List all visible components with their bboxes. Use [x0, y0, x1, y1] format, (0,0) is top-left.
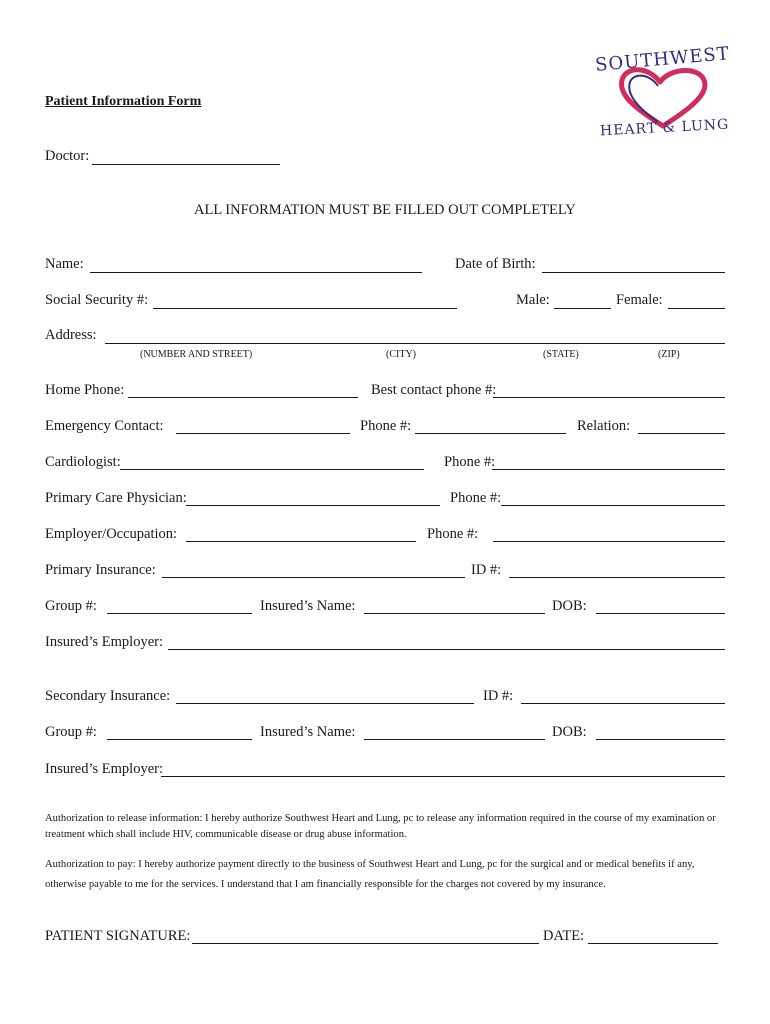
insured-employer1-label: Insured’s Employer: — [45, 634, 163, 650]
doctor-field[interactable] — [92, 164, 280, 165]
group2-field[interactable] — [107, 739, 252, 740]
emergency-phone-field[interactable] — [415, 433, 566, 434]
auth-release-line-2: treatment which shall include HIV, communicable disease or drug abuse information. — [45, 829, 407, 840]
group2-label: Group #: — [45, 724, 97, 740]
primary-insurance-label: Primary Insurance: — [45, 562, 156, 578]
logo-top-text: SOUTHWEST — [594, 43, 731, 76]
address-state-hint: (STATE) — [543, 349, 579, 360]
employer-label: Employer/Occupation: — [45, 526, 178, 542]
insured-name2-label: Insured’s Name: — [260, 724, 356, 740]
dob-field[interactable] — [542, 272, 725, 273]
address-field[interactable] — [105, 343, 725, 344]
emergency-contact-label: Emergency Contact: — [45, 418, 164, 434]
secondary-id-label: ID #: — [483, 688, 514, 704]
insured-name1-field[interactable] — [364, 613, 545, 614]
dob2-label: DOB: — [552, 724, 587, 740]
emergency-phone-label: Phone #: — [360, 418, 412, 434]
name-label: Name: — [45, 256, 84, 272]
auth-pay-line-1: Authorization to pay: I hereby authorize payment directly to the business of Southwest Heart and Lung, pc for the surgical and or medical benefits if any, — [45, 859, 695, 870]
auth-pay-line-2: otherwise payable to me for the services. I understand that I am financially responsible for the charges not covered by my insurance. — [45, 879, 606, 890]
cardiologist-phone-field[interactable] — [492, 469, 725, 470]
signature-label: PATIENT SIGNATURE: — [45, 928, 191, 944]
form-title: Patient Information Form — [45, 94, 202, 109]
ssn-label: Social Security #: — [45, 292, 149, 308]
pcp-label: Primary Care Physician: — [45, 490, 187, 506]
cardiologist-field[interactable] — [120, 469, 424, 470]
insured-name1-label: Insured’s Name: — [260, 598, 356, 614]
home-phone-label: Home Phone: — [45, 382, 125, 398]
best-phone-label: Best contact phone #: — [371, 382, 497, 398]
instruction-heading: ALL INFORMATION MUST BE FILLED OUT COMPLETELY — [194, 202, 576, 218]
primary-id-label: ID #: — [471, 562, 502, 578]
dob1-label: DOB: — [552, 598, 587, 614]
cardiologist-label: Cardiologist: — [45, 454, 121, 470]
address-street-hint: (NUMBER AND STREET) — [140, 349, 253, 360]
employer-phone-label: Phone #: — [427, 526, 479, 542]
insured-name2-field[interactable] — [364, 739, 545, 740]
relation-label: Relation: — [577, 418, 631, 434]
group1-field[interactable] — [107, 613, 252, 614]
best-phone-field[interactable] — [493, 397, 725, 398]
pcp-field[interactable] — [186, 505, 440, 506]
logo — [590, 40, 740, 150]
female-field[interactable] — [668, 308, 725, 309]
pcp-phone-field[interactable] — [501, 505, 725, 506]
signature-field[interactable] — [192, 943, 539, 944]
relation-field[interactable] — [638, 433, 725, 434]
insured-employer1-field[interactable] — [168, 649, 725, 650]
employer-phone-field[interactable] — [493, 541, 725, 542]
cardiologist-phone-label: Phone #: — [444, 454, 496, 470]
male-label: Male: — [516, 292, 550, 308]
dob2-field[interactable] — [596, 739, 725, 740]
date-field[interactable] — [588, 943, 718, 944]
primary-insurance-field[interactable] — [162, 577, 465, 578]
home-phone-field[interactable] — [128, 397, 358, 398]
name-field[interactable] — [90, 272, 422, 273]
ssn-field[interactable] — [153, 308, 457, 309]
doctor-label: Doctor: — [45, 148, 90, 164]
dob-label: Date of Birth: — [455, 256, 536, 272]
address-label: Address: — [45, 327, 97, 343]
date-label: DATE: — [543, 928, 585, 944]
dob1-field[interactable] — [596, 613, 725, 614]
insured-employer2-field[interactable] — [161, 776, 725, 777]
secondary-insurance-label: Secondary Insurance: — [45, 688, 171, 704]
female-label: Female: — [616, 292, 663, 308]
insured-employer2-label: Insured’s Employer: — [45, 761, 163, 777]
emergency-contact-field[interactable] — [176, 433, 350, 434]
auth-release-line-1: Authorization to release information: I hereby authorize Southwest Heart and Lung, pc to release any information required in the course of my examination or — [45, 813, 716, 824]
male-field[interactable] — [554, 308, 611, 309]
address-city-hint: (CITY) — [386, 349, 416, 360]
group1-label: Group #: — [45, 598, 97, 614]
employer-field[interactable] — [186, 541, 416, 542]
address-zip-hint: (ZIP) — [658, 349, 680, 360]
logo-bottom-text: HEART & LUNG — [599, 116, 730, 140]
primary-id-field[interactable] — [509, 577, 725, 578]
secondary-insurance-field[interactable] — [176, 703, 474, 704]
pcp-phone-label: Phone #: — [450, 490, 502, 506]
secondary-id-field[interactable] — [521, 703, 725, 704]
